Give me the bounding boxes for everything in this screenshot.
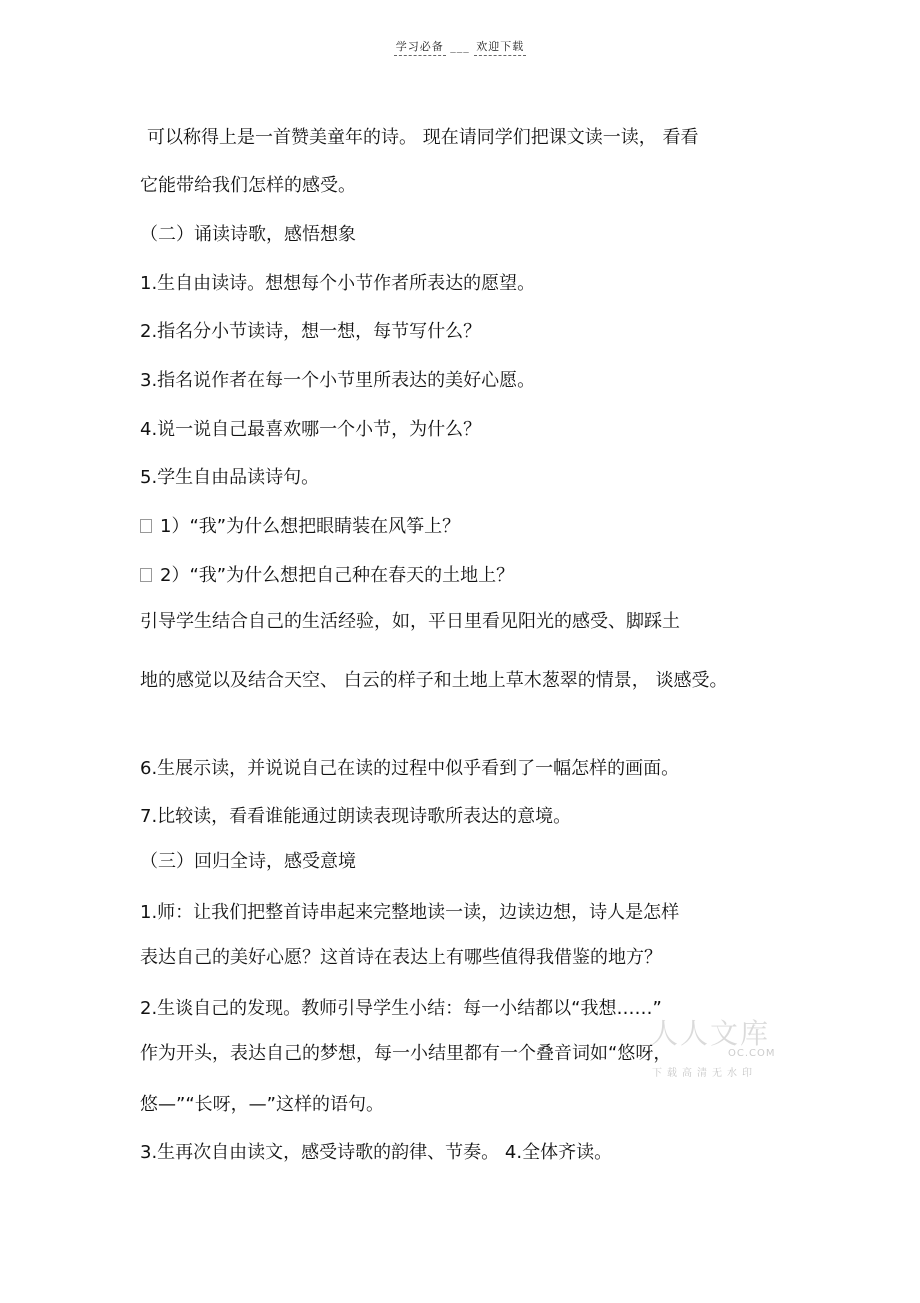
body-line-2: 它能带给我们怎样的感受。 (140, 175, 356, 196)
body-line-1: 可以称得上是一首赞美童年的诗。 现在请同学们把课文读一读， 看看 (147, 127, 699, 148)
body-line-step-7: 7.比较读，看看谁能通过朗读表现诗歌所表达的意境。 (140, 806, 572, 827)
body-line-final: 3.生再次自由读文，感受诗歌的韵律、节奏。 4.全体齐读。 (140, 1142, 613, 1163)
question-item-1 (140, 515, 460, 539)
body-line-teacher-1: 1.师：让我们把整首诗串起来完整地读一读，边读边想，诗人是怎样 (140, 902, 680, 923)
watermark-tagline: 下载高清无水印 (652, 1068, 757, 1079)
header-left-text: 学习必备 (394, 38, 446, 56)
question-text-1: 1）“我”为什么想把眼睛装在风筝上？ (160, 516, 461, 537)
section-heading-2: （二）诵读诗歌，感悟想象 (140, 224, 356, 245)
watermark-title: 人人文库 (650, 1017, 771, 1050)
bullet-box-icon (140, 568, 152, 582)
body-line-teacher-2: 表达自己的美好心愿？这首诗在表达上有哪些值得我借鉴的地方？ (140, 947, 662, 968)
page-header (0, 38, 920, 56)
bullet-box-icon (140, 519, 152, 533)
body-line-step-4: 4.说一说自己最喜欢哪一个小节，为什么？ (140, 419, 482, 440)
body-line-discuss-3: 悠—”“长呀，—”这样的语句。 (140, 1094, 384, 1115)
watermark-domain: OC.COM (728, 1048, 776, 1059)
question-text-2: 2）“我”为什么想把自己种在春天的土地上？ (160, 565, 515, 586)
body-line-guide-1: 引导学生结合自己的生活经验，如，平日里看见阳光的感受、脚踩土 (140, 611, 680, 632)
body-line-step-5: 5.学生自由品读诗句。 (140, 467, 320, 488)
header-right-text: 欢迎下载 (474, 38, 526, 56)
watermark-logo (640, 1012, 780, 1082)
body-line-step-6: 6.生展示读，并说说自己在读的过程中似乎看到了一幅怎样的画面。 (140, 758, 680, 779)
question-item-2 (140, 564, 514, 588)
body-line-step-3: 3.指名说作者在每一个小节里所表达的美好心愿。 (140, 370, 536, 391)
body-line-step-1: 1.生自由读诗。想想每个小节作者所表达的愿望。 (140, 273, 536, 294)
body-line-step-2: 2.指名分小节读诗，想一想，每节写什么？ (140, 321, 482, 342)
body-line-discuss-2: 作为开头，表达自己的梦想，每一小结里都有一个叠音词如“悠呀， (140, 1043, 672, 1064)
body-line-discuss-1: 2.生谈自己的发现。教师引导学生小结：每一小结都以“我想……” (140, 998, 662, 1019)
body-line-guide-2: 地的感觉以及结合天空、 白云的样子和土地上草木葱翠的情景， 谈感受。 (140, 670, 728, 691)
section-heading-3: （三）回归全诗，感受意境 (140, 851, 356, 872)
header-separator: ___ (450, 40, 470, 53)
